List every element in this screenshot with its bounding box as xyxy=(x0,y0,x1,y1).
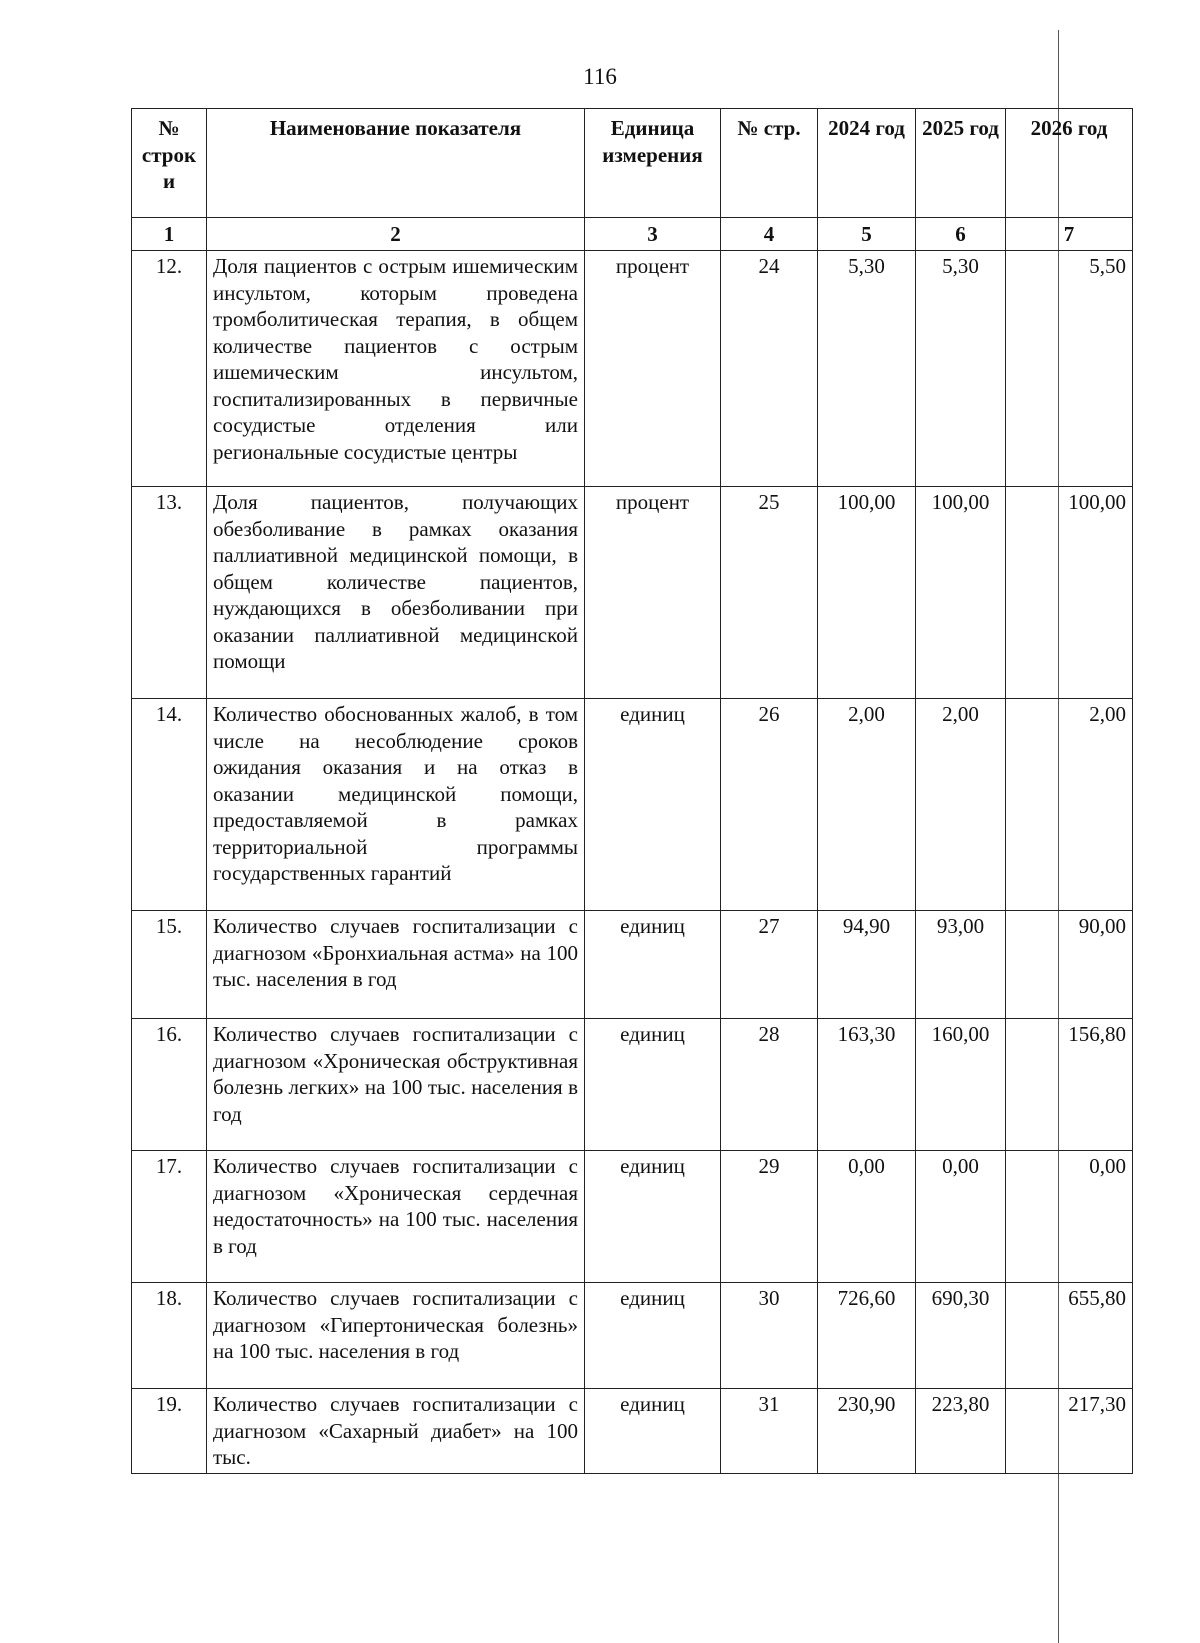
column-number: 2 xyxy=(207,218,585,251)
column-numbers-row xyxy=(132,218,1133,251)
value-2025: 223,80 xyxy=(916,1389,1006,1474)
value-2025: 93,00 xyxy=(916,911,1006,1019)
value-2025: 690,30 xyxy=(916,1283,1006,1389)
row-number: 18. xyxy=(132,1283,207,1389)
line-number: 31 xyxy=(721,1389,818,1474)
indicator-name: Количество случаев госпитализации с диагнозом «Бронхиальная астма» на 100 тыс. населения в год xyxy=(207,911,585,1019)
header-unit: Единица измерения xyxy=(585,109,721,218)
header-name: Наименование показателя xyxy=(207,109,585,218)
value-2024: 100,00 xyxy=(818,487,916,699)
table-row xyxy=(132,1151,1133,1283)
value-2024: 94,90 xyxy=(818,911,916,1019)
header-row xyxy=(132,109,1133,218)
value-2026: 0,00 xyxy=(1006,1151,1133,1283)
unit-of-measure: процент xyxy=(585,251,721,487)
value-2024: 2,00 xyxy=(818,699,916,911)
table-row xyxy=(132,911,1133,1019)
value-2025: 160,00 xyxy=(916,1019,1006,1151)
table-row xyxy=(132,699,1133,911)
column-number: 7 xyxy=(1006,218,1133,251)
indicators-table xyxy=(131,108,1133,1474)
line-number: 30 xyxy=(721,1283,818,1389)
line-number: 26 xyxy=(721,699,818,911)
line-number: 29 xyxy=(721,1151,818,1283)
column-number: 3 xyxy=(585,218,721,251)
unit-of-measure: единиц xyxy=(585,1389,721,1474)
value-2024: 726,60 xyxy=(818,1283,916,1389)
table-row xyxy=(132,251,1133,487)
value-2024: 230,90 xyxy=(818,1389,916,1474)
value-2026: 156,80 xyxy=(1006,1019,1133,1151)
column-number: 1 xyxy=(132,218,207,251)
table-row xyxy=(132,1283,1133,1389)
indicator-name: Количество случаев госпитализации с диагнозом «Сахарный диабет» на 100 тыс. xyxy=(207,1389,585,1474)
value-2026: 5,50 xyxy=(1006,251,1133,487)
row-number: 19. xyxy=(132,1389,207,1474)
value-2025: 0,00 xyxy=(916,1151,1006,1283)
column-number: 5 xyxy=(818,218,916,251)
value-2026: 217,30 xyxy=(1006,1389,1133,1474)
row-number: 17. xyxy=(132,1151,207,1283)
table-row xyxy=(132,487,1133,699)
value-2024: 0,00 xyxy=(818,1151,916,1283)
column-number: 4 xyxy=(721,218,818,251)
table-row xyxy=(132,1019,1133,1151)
value-2025: 100,00 xyxy=(916,487,1006,699)
value-2026: 2,00 xyxy=(1006,699,1133,911)
header-2026: 2026 год xyxy=(1006,109,1133,218)
line-number: 25 xyxy=(721,487,818,699)
table-row xyxy=(132,1389,1133,1474)
indicator-name: Количество случаев госпитализации с диагнозом «Хроническая сердечная недостаточность» на 100 тыс. населения в год xyxy=(207,1151,585,1283)
value-2024: 163,30 xyxy=(818,1019,916,1151)
indicator-name: Доля пациентов с острым ишемическим инсультом, которым проведена тромболитическая терапия, в общем количестве пациентов с острым ишемическим инсультом, госпитализированных в первичные сосудистые отделения или региональные сосудистые центры xyxy=(207,251,585,487)
line-number: 28 xyxy=(721,1019,818,1151)
indicator-name: Количество случаев госпитализации с диагнозом «Хроническая обструктивная болезнь легких» на 100 тыс. населения в год xyxy=(207,1019,585,1151)
value-2025: 2,00 xyxy=(916,699,1006,911)
indicator-name: Доля пациентов, получающих обезболивание в рамках оказания паллиативной медицинской помощи, в общем количестве пациентов, нуждающихся в обезболивании при оказании паллиативной медицинской помощи xyxy=(207,487,585,699)
unit-of-measure: единиц xyxy=(585,911,721,1019)
header-2025: 2025 год xyxy=(916,109,1006,218)
row-number: 13. xyxy=(132,487,207,699)
unit-of-measure: единиц xyxy=(585,1151,721,1283)
header-2024: 2024 год xyxy=(818,109,916,218)
value-2026: 90,00 xyxy=(1006,911,1133,1019)
indicator-name: Количество обоснованных жалоб, в том числе на несоблюдение сроков ожидания оказания и на отказ в оказании медицинской помощи, предоставляемой в рамках территориальной программы государственных гарантий xyxy=(207,699,585,911)
row-number: 15. xyxy=(132,911,207,1019)
row-number: 12. xyxy=(132,251,207,487)
column-number: 6 xyxy=(916,218,1006,251)
unit-of-measure: процент xyxy=(585,487,721,699)
line-number: 27 xyxy=(721,911,818,1019)
unit-of-measure: единиц xyxy=(585,699,721,911)
header-line-no: № стр. xyxy=(721,109,818,218)
page-number: 116 xyxy=(583,64,617,89)
value-2025: 5,30 xyxy=(916,251,1006,487)
row-number: 16. xyxy=(132,1019,207,1151)
unit-of-measure: единиц xyxy=(585,1019,721,1151)
row-number: 14. xyxy=(132,699,207,911)
header-row-no: № строк и xyxy=(132,109,207,218)
value-2024: 5,30 xyxy=(818,251,916,487)
indicator-name: Количество случаев госпитализации с диагнозом «Гипертоническая болезнь» на 100 тыс. населения в год xyxy=(207,1283,585,1389)
value-2026: 655,80 xyxy=(1006,1283,1133,1389)
value-2026: 100,00 xyxy=(1006,487,1133,699)
unit-of-measure: единиц xyxy=(585,1283,721,1389)
line-number: 24 xyxy=(721,251,818,487)
